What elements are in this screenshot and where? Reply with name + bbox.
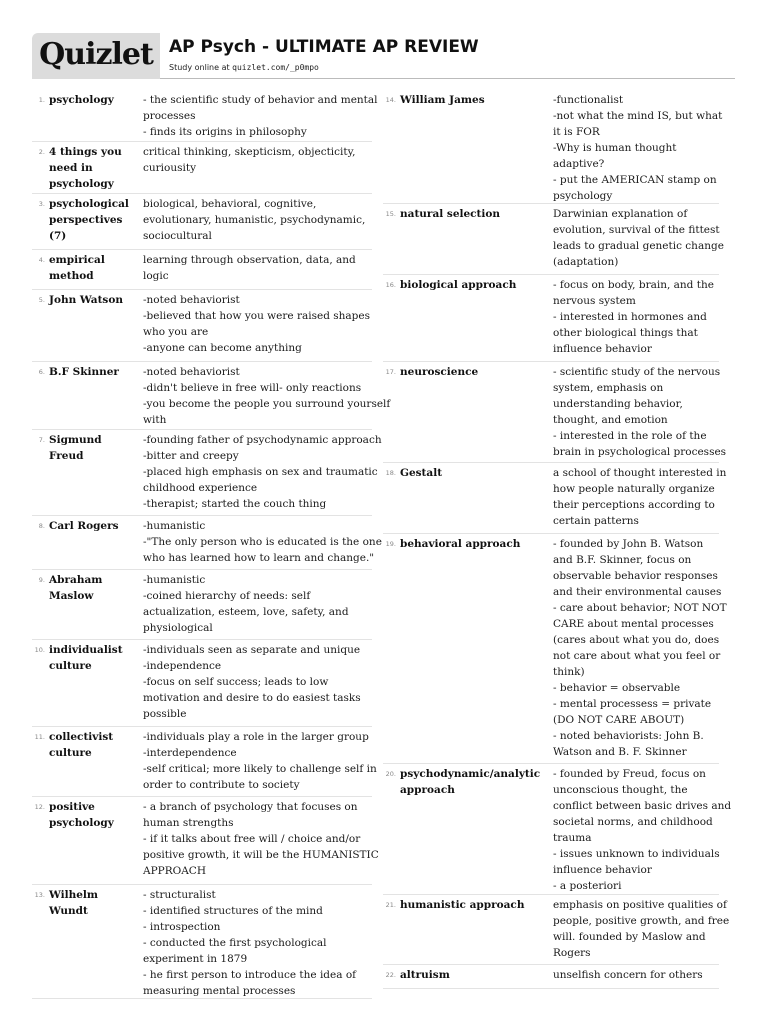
definition-line: Watson and B. F. Skinner — [553, 746, 687, 758]
card-number: 3. — [38, 200, 45, 208]
term-line: behavioral approach — [400, 538, 521, 550]
card-number: 18. — [385, 469, 396, 477]
card-term — [49, 196, 139, 244]
flashcard-row — [32, 290, 372, 362]
card-number: 12. — [34, 803, 45, 811]
definition-line: motivation and desire to do easiest tasks — [143, 692, 361, 704]
definition-line: sociocultural — [143, 230, 212, 242]
definition-line: evolutionary, humanistic, psychodynamic, — [143, 214, 366, 226]
definition-line: -individuals play a role in the larger group — [143, 731, 369, 743]
term-line: psychology — [49, 178, 114, 190]
definition-line: -functionalist — [553, 94, 624, 106]
definition-line: CARE about mental processes — [553, 618, 714, 630]
card-definition — [143, 292, 371, 356]
definition-line: APPROACH — [143, 865, 206, 877]
card-definition — [143, 642, 371, 722]
flashcard-row — [383, 764, 732, 895]
flashcard-row — [32, 727, 377, 797]
card-term — [400, 536, 550, 552]
definition-line: think) — [553, 666, 585, 678]
card-number: 19. — [385, 540, 396, 548]
definition-line: - a posteriori — [553, 880, 622, 892]
definition-line: and their environmental causes — [553, 586, 722, 598]
definition-line: evolution, survival of the fittest — [553, 224, 720, 236]
definition-line: trauma — [553, 832, 592, 844]
flashcard-row — [383, 275, 719, 362]
card-term — [400, 364, 550, 380]
term-line: neuroscience — [400, 366, 479, 378]
term-line: perspectives — [49, 214, 123, 226]
definition-line: -independence — [143, 660, 222, 672]
card-term — [49, 364, 139, 380]
term-line: psychology — [49, 817, 114, 829]
quizlet-logo[interactable]: Quizlet — [39, 37, 153, 72]
definition-line: -humanistic — [143, 520, 206, 532]
flashcard-row — [383, 204, 724, 275]
term-line: empirical — [49, 254, 105, 266]
definition-line: system, emphasis on — [553, 382, 664, 394]
card-definition — [143, 196, 371, 244]
definition-line: a school of thought interested in — [553, 467, 727, 479]
definition-line: -humanistic — [143, 574, 206, 586]
term-line: altruism — [400, 969, 450, 981]
definition-line: - the scientific study of behavior and mental — [143, 94, 378, 106]
term-line: method — [49, 270, 94, 282]
definition-line: who has learned how to learn and change." — [143, 552, 375, 564]
card-number: 16. — [385, 281, 396, 289]
definition-line: not care about what you feel or — [553, 650, 721, 662]
card-number: 15. — [385, 210, 396, 218]
definition-line: leads to gradual genetic change — [553, 240, 724, 252]
card-definition — [143, 144, 371, 176]
definition-line: Rogers — [553, 947, 591, 959]
definition-line: (adaptation) — [553, 256, 619, 268]
definition-line: emphasis on positive qualities of — [553, 899, 727, 911]
card-number: 4. — [38, 256, 45, 264]
card-number: 2. — [38, 148, 45, 156]
page-subtitle — [169, 63, 319, 72]
card-term — [49, 518, 139, 534]
definition-line: - put the AMERICAN stamp on — [553, 174, 717, 186]
flashcard-row — [32, 250, 372, 290]
card-number: 7. — [38, 436, 45, 444]
definition-line: - noted behaviorists: John B. — [553, 730, 704, 742]
definition-line: -focus on self success; leads to low — [143, 676, 329, 688]
definition-line: - focus on body, brain, and the — [553, 279, 714, 291]
definition-line: learning through observation, data, and — [143, 254, 356, 266]
definition-line: - conducted the first psychological — [143, 937, 327, 949]
card-definition — [553, 277, 719, 357]
flashcard-row — [383, 534, 727, 764]
card-number: 10. — [34, 646, 45, 654]
term-line: Freud — [49, 450, 84, 462]
term-line: biological approach — [400, 279, 517, 291]
flashcard-row — [32, 430, 382, 516]
card-term — [49, 144, 139, 192]
definition-line: -"The only person who is educated is the one — [143, 536, 382, 548]
definition-line: - interested in hormones and — [553, 311, 707, 323]
card-term — [49, 432, 139, 464]
header-divider — [160, 78, 735, 79]
card-term — [400, 465, 550, 481]
definition-line: - founded by Freud, focus on — [553, 768, 706, 780]
definition-line: unselfish concern for others — [553, 969, 703, 981]
card-term — [49, 887, 139, 919]
definition-line: -believed that how you were raised shapes — [143, 310, 370, 322]
card-definition — [553, 465, 727, 529]
term-line: Sigmund — [49, 434, 102, 446]
term-line: psychodynamic/analytic — [400, 768, 541, 780]
card-number: 20. — [385, 770, 396, 778]
term-line: psychology — [49, 94, 114, 106]
header — [32, 33, 735, 79]
card-term — [49, 92, 139, 108]
term-line: (7) — [49, 230, 67, 242]
card-definition — [553, 364, 727, 460]
definition-line: people, positive growth, and free — [553, 915, 730, 927]
page-title: AP Psych - ULTIMATE AP REVIEW — [169, 37, 479, 57]
definition-line: measuring mental processes — [143, 985, 296, 997]
flashcard-row — [383, 463, 727, 534]
definition-line: human strengths — [143, 817, 234, 829]
card-term — [49, 292, 139, 308]
card-term — [49, 572, 139, 604]
term-line: positive — [49, 801, 95, 813]
definition-line: -Why is human thought — [553, 142, 677, 154]
definition-line: psychology — [553, 190, 613, 202]
definition-line: (cares about what you do, does — [553, 634, 720, 646]
card-term — [49, 729, 139, 761]
card-definition — [553, 897, 730, 961]
definition-line: - structuralist — [143, 889, 216, 901]
card-definition — [553, 536, 727, 760]
definition-line: - scientific study of the nervous — [553, 366, 721, 378]
definition-line: understanding behavior, — [553, 398, 683, 410]
term-line: Gestalt — [400, 467, 443, 479]
definition-line: -noted behaviorist — [143, 294, 240, 306]
definition-line: curiousity — [143, 162, 197, 174]
flashcard-row — [32, 142, 372, 194]
term-line: culture — [49, 747, 92, 759]
term-line: psychological — [49, 198, 129, 210]
card-number: 9. — [38, 576, 45, 584]
term-line: Maslow — [49, 590, 94, 602]
term-line: humanistic approach — [400, 899, 525, 911]
term-line: collectivist — [49, 731, 114, 743]
subtitle-url[interactable]: quizlet.com/_p0mpo — [232, 63, 319, 72]
definition-line: actualization, esteem, love, safety, and — [143, 606, 349, 618]
card-definition — [143, 432, 382, 512]
definition-line: - interested in the role of the — [553, 430, 707, 442]
definition-line: -bitter and creepy — [143, 450, 239, 462]
logo-box — [32, 33, 160, 79]
definition-line: logic — [143, 270, 169, 282]
card-definition — [143, 572, 371, 636]
definition-line: -coined hierarchy of needs: self — [143, 590, 311, 602]
definition-line: -self critical; more likely to challenge self in — [143, 763, 377, 775]
term-line: natural selection — [400, 208, 501, 220]
card-term — [49, 252, 139, 284]
definition-line: - a branch of psychology that focuses on — [143, 801, 358, 813]
card-term — [400, 277, 550, 293]
definition-line: possible — [143, 708, 187, 720]
subtitle-prefix: Study online at — [169, 63, 233, 72]
card-term — [49, 642, 139, 674]
definition-line: childhood experience — [143, 482, 258, 494]
definition-line: - introspection — [143, 921, 221, 933]
definition-line: - issues unknown to individuals — [553, 848, 720, 860]
flashcard-row — [32, 570, 372, 640]
definition-line: - he first person to introduce the idea of — [143, 969, 357, 981]
definition-line: - care about behavior; NOT NOT — [553, 602, 727, 614]
card-definition — [553, 766, 732, 894]
flashcard-row — [32, 640, 372, 727]
definition-line: other biological things that — [553, 327, 698, 339]
definition-line: nervous system — [553, 295, 636, 307]
flashcard-row — [32, 90, 378, 142]
definition-line: thought, and emotion — [553, 414, 668, 426]
definition-line: unconscious thought, the — [553, 784, 688, 796]
right-column — [383, 90, 732, 989]
definition-line: it is FOR — [553, 126, 600, 138]
card-number: 14. — [385, 96, 396, 104]
term-line: 4 things you — [49, 146, 122, 158]
definition-line: -founding father of psychodynamic approach — [143, 434, 382, 446]
definition-line: -individuals seen as separate and unique — [143, 644, 361, 656]
card-term — [400, 206, 550, 222]
card-number: 5. — [38, 296, 45, 304]
card-definition — [143, 252, 371, 284]
term-line: B.F Skinner — [49, 366, 119, 378]
definition-line: -you become the people you surround yourself — [143, 398, 391, 410]
flashcard-row — [32, 516, 382, 570]
card-number: 17. — [385, 368, 396, 376]
definition-line: how people naturally organize — [553, 483, 715, 495]
card-definition — [143, 887, 371, 999]
definition-line: critical thinking, skepticism, objecticity, — [143, 146, 356, 158]
definition-line: - finds its origins in philosophy — [143, 126, 307, 138]
definition-line: - identified structures of the mind — [143, 905, 323, 917]
card-definition — [553, 206, 724, 270]
definition-line: and B.F. Skinner, focus on — [553, 554, 692, 566]
card-term — [400, 967, 550, 983]
definition-line: - if it talks about free will / choice and/or — [143, 833, 361, 845]
definition-line: conflict between basic drives and — [553, 800, 732, 812]
flashcard-row — [32, 885, 372, 999]
definition-line: - founded by John B. Watson — [553, 538, 704, 550]
definition-line: observable behavior responses — [553, 570, 718, 582]
definition-line: -placed high emphasis on sex and traumatic — [143, 466, 378, 478]
card-number: 6. — [38, 368, 45, 376]
card-term — [49, 799, 139, 831]
card-number: 21. — [385, 901, 396, 909]
card-number: 8. — [38, 522, 45, 530]
definition-line: - behavior = observable — [553, 682, 681, 694]
card-term — [400, 92, 550, 108]
definition-line: biological, behavioral, cognitive, — [143, 198, 317, 210]
card-definition — [143, 799, 379, 879]
definition-line: order to contribute to society — [143, 779, 300, 791]
card-definition — [143, 729, 377, 793]
definition-line: brain in psychological processes — [553, 446, 727, 458]
card-definition — [143, 92, 378, 140]
definition-line: will. founded by Maslow and — [553, 931, 706, 943]
definition-line: societal norms, and childhood — [553, 816, 713, 828]
term-line: Abraham — [49, 574, 103, 586]
card-definition — [553, 967, 719, 983]
card-number: 22. — [385, 971, 396, 979]
definition-line: -not what the mind IS, but what — [553, 110, 723, 122]
definition-line: (DO NOT CARE ABOUT) — [553, 714, 685, 726]
definition-line: - mental processess = private — [553, 698, 712, 710]
definition-line: with — [143, 414, 167, 426]
term-line: Wundt — [49, 905, 88, 917]
term-line: Carl Rogers — [49, 520, 119, 532]
term-line: culture — [49, 660, 92, 672]
card-number: 1. — [38, 96, 45, 104]
definition-line: who you are — [143, 326, 209, 338]
term-line: John Watson — [49, 294, 123, 306]
definition-line: -interdependence — [143, 747, 237, 759]
card-term — [400, 766, 550, 798]
term-line: need in — [49, 162, 93, 174]
flashcard-row — [32, 797, 379, 885]
definition-line: adaptive? — [553, 158, 605, 170]
definition-line: -noted behaviorist — [143, 366, 240, 378]
definition-line: experiment in 1879 — [143, 953, 248, 965]
flashcard-row — [32, 194, 372, 250]
definition-line: their perceptions according to — [553, 499, 715, 511]
definition-line: physiological — [143, 622, 213, 634]
card-number: 11. — [34, 733, 45, 741]
flashcard-row — [383, 362, 727, 463]
definition-line: influence behavior — [553, 343, 652, 355]
term-line: William James — [400, 94, 485, 106]
flashcard-row — [383, 90, 723, 204]
definition-line: -therapist; started the couch thing — [143, 498, 327, 510]
term-line: individualist — [49, 644, 123, 656]
definition-line: processes — [143, 110, 196, 122]
term-line: Wilhelm — [49, 889, 98, 901]
definition-line: -didn't believe in free will- only reactions — [143, 382, 362, 394]
definition-line: certain patterns — [553, 515, 639, 527]
term-line: approach — [400, 784, 455, 796]
card-number: 13. — [34, 891, 45, 899]
card-definition — [143, 518, 382, 566]
definition-line: -anyone can become anything — [143, 342, 302, 354]
definition-line: Darwinian explanation of — [553, 208, 688, 220]
card-term — [400, 897, 550, 913]
definition-line: influence behavior — [553, 864, 652, 876]
card-definition — [553, 92, 723, 204]
flashcard-row — [383, 895, 730, 965]
flashcard-row — [383, 965, 719, 989]
definition-line: positive growth, it will be the HUMANISTIC — [143, 849, 379, 861]
